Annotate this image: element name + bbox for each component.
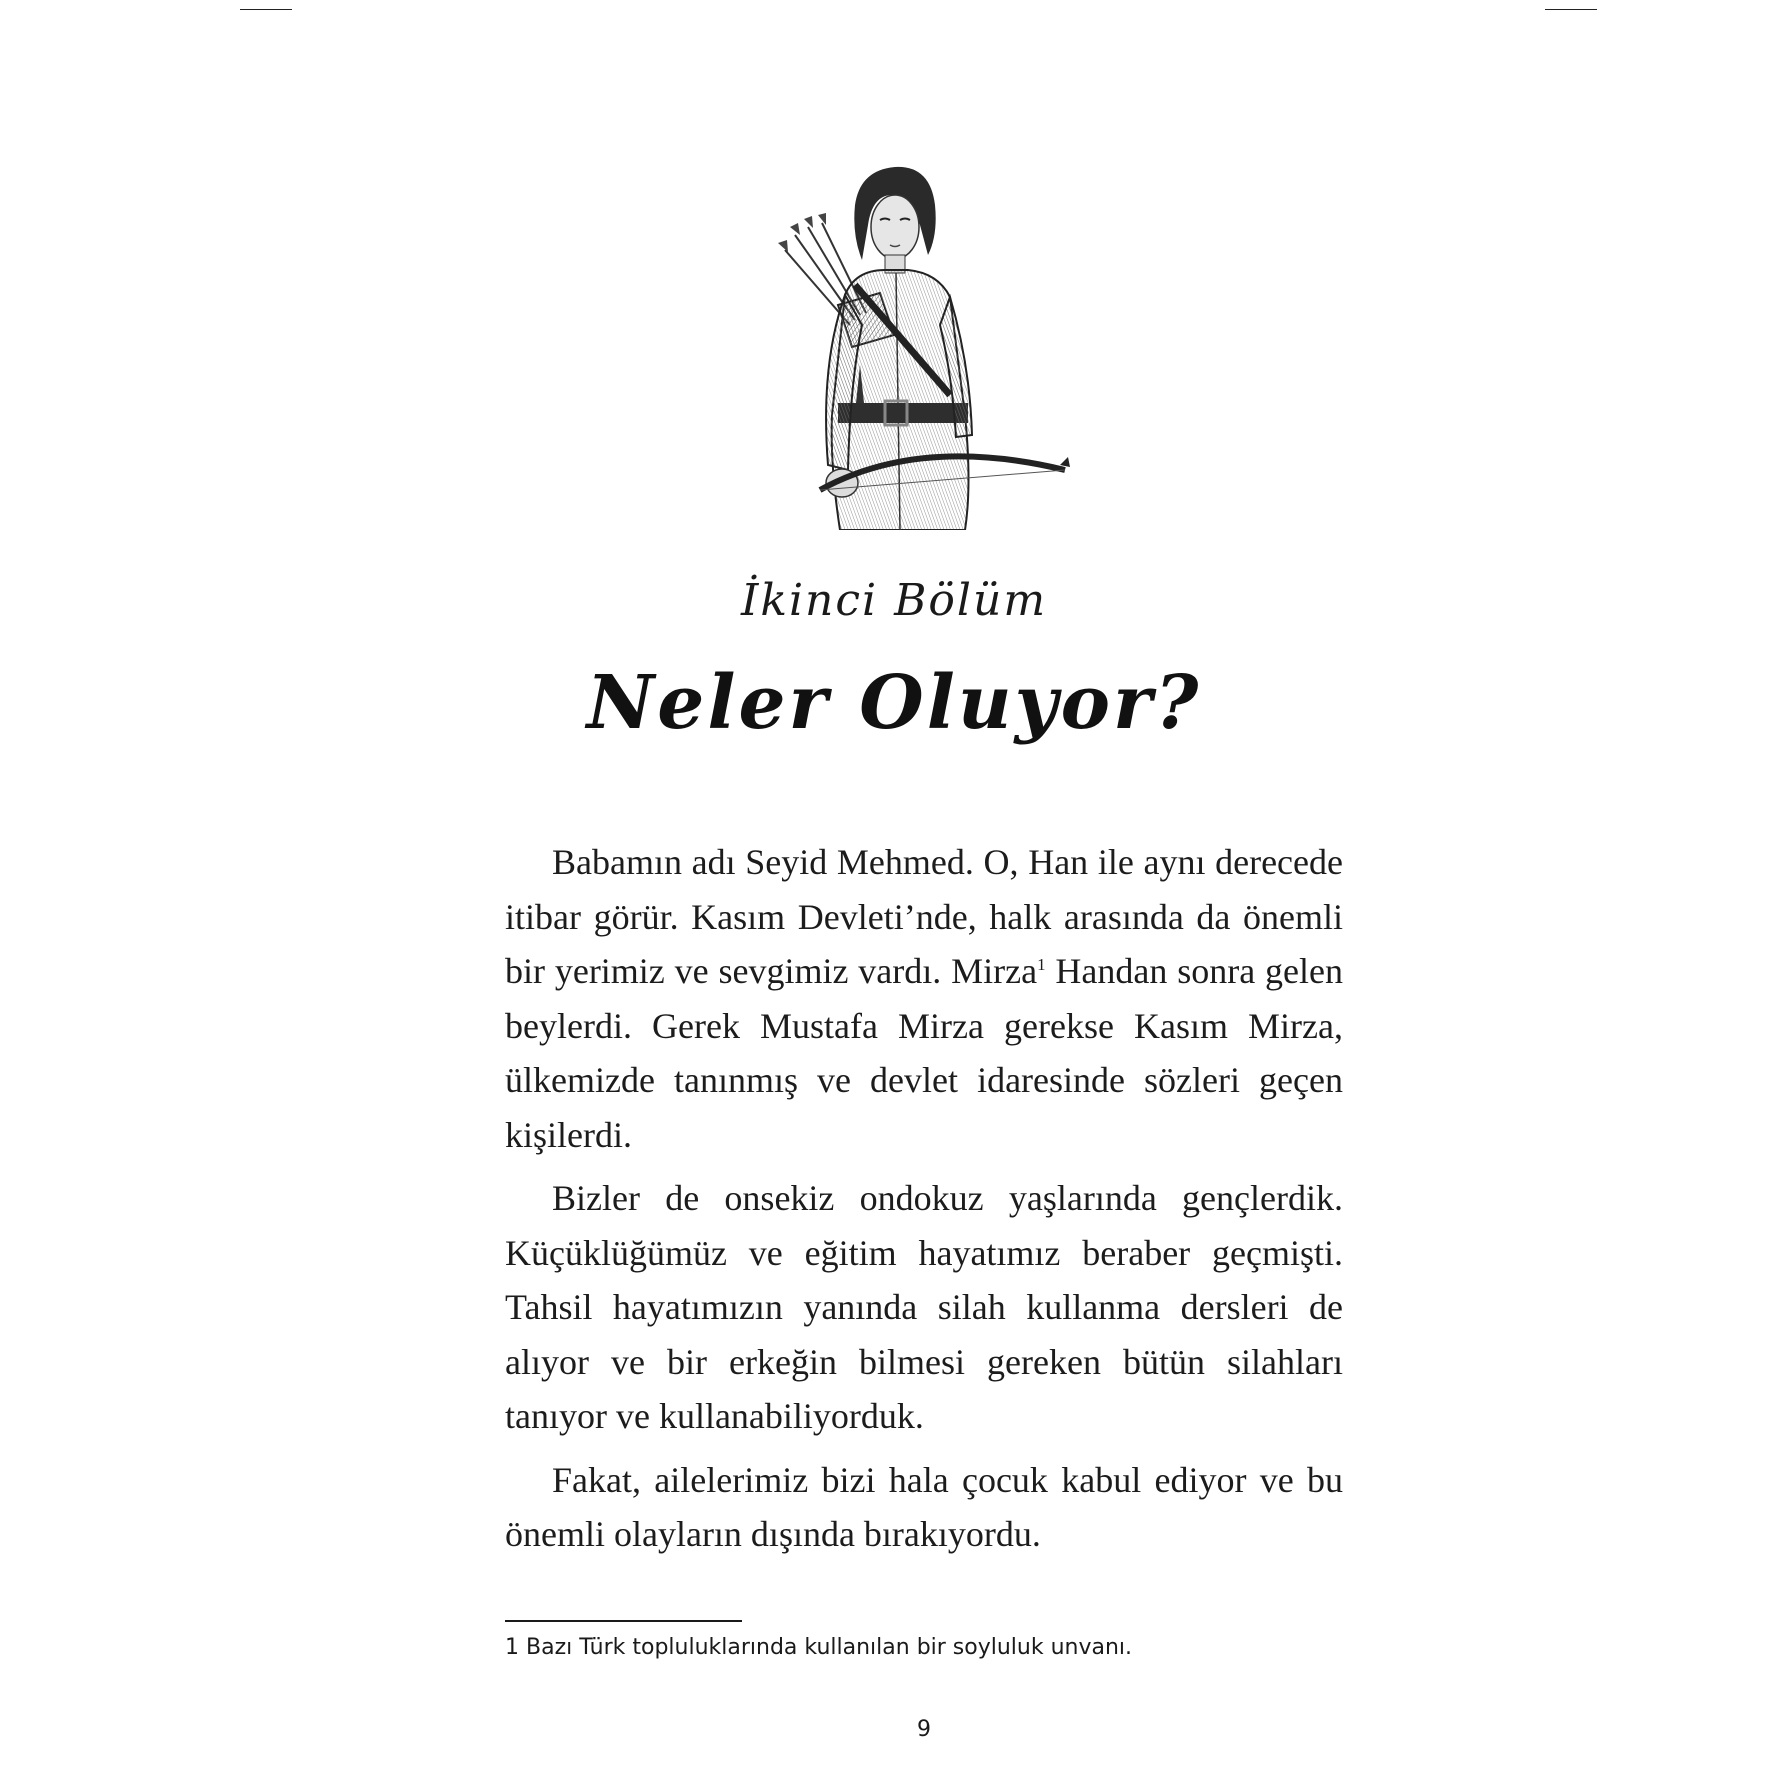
paragraph-text: Handan sonra gelen beylerdi. Gerek Mustafa Mirza gerekse Kasım Mirza, ülkemizde tanınmış ve devlet idaresinde sözleri geçen kişilerdi.	[505, 951, 1343, 1155]
chapter-title: Neler Oluyor?	[586, 660, 1202, 746]
archer-illustration	[760, 165, 1080, 530]
chapter-number: İkinci Bölüm	[740, 575, 1048, 626]
crop-mark-right	[1545, 9, 1597, 10]
paragraph: Fakat, ailelerimiz bizi hala çocuk kabul ediyor ve bu önemli olayların dışında bırakıyordu.	[505, 1459, 1343, 1554]
footnote: 1 Bazı Türk topluluklarında kullanılan bir soyluluk unvanı.	[505, 1635, 1133, 1660]
body-text	[505, 835, 1343, 1571]
footnote-reference[interactable]: 1	[1037, 955, 1046, 974]
paragraph: Bizler de onsekiz ondokuz yaşlarında gençlerdik. Küçüklüğümüz ve eğitim hayatımız beraber geçmişti. Tahsil hayatımızın yanında silah kullanma dersleri de alıyor ve bir erkeğin bilmesi gereken bütün silahları tanıyor ve kullanabiliyorduk.	[505, 1178, 1343, 1436]
page-number: 9	[917, 1717, 931, 1742]
paragraph-text: Babamın adı Seyid Mehmed. O, Han ile aynı derecede itibar görür. Kasım Devleti’nde, halk arasında da önemli bir yerimiz ve sevgimiz vardı. Mirza	[505, 842, 1343, 991]
paragraph	[505, 835, 1343, 1162]
footnote-divider	[505, 1620, 742, 1622]
crop-mark-left	[240, 9, 292, 10]
